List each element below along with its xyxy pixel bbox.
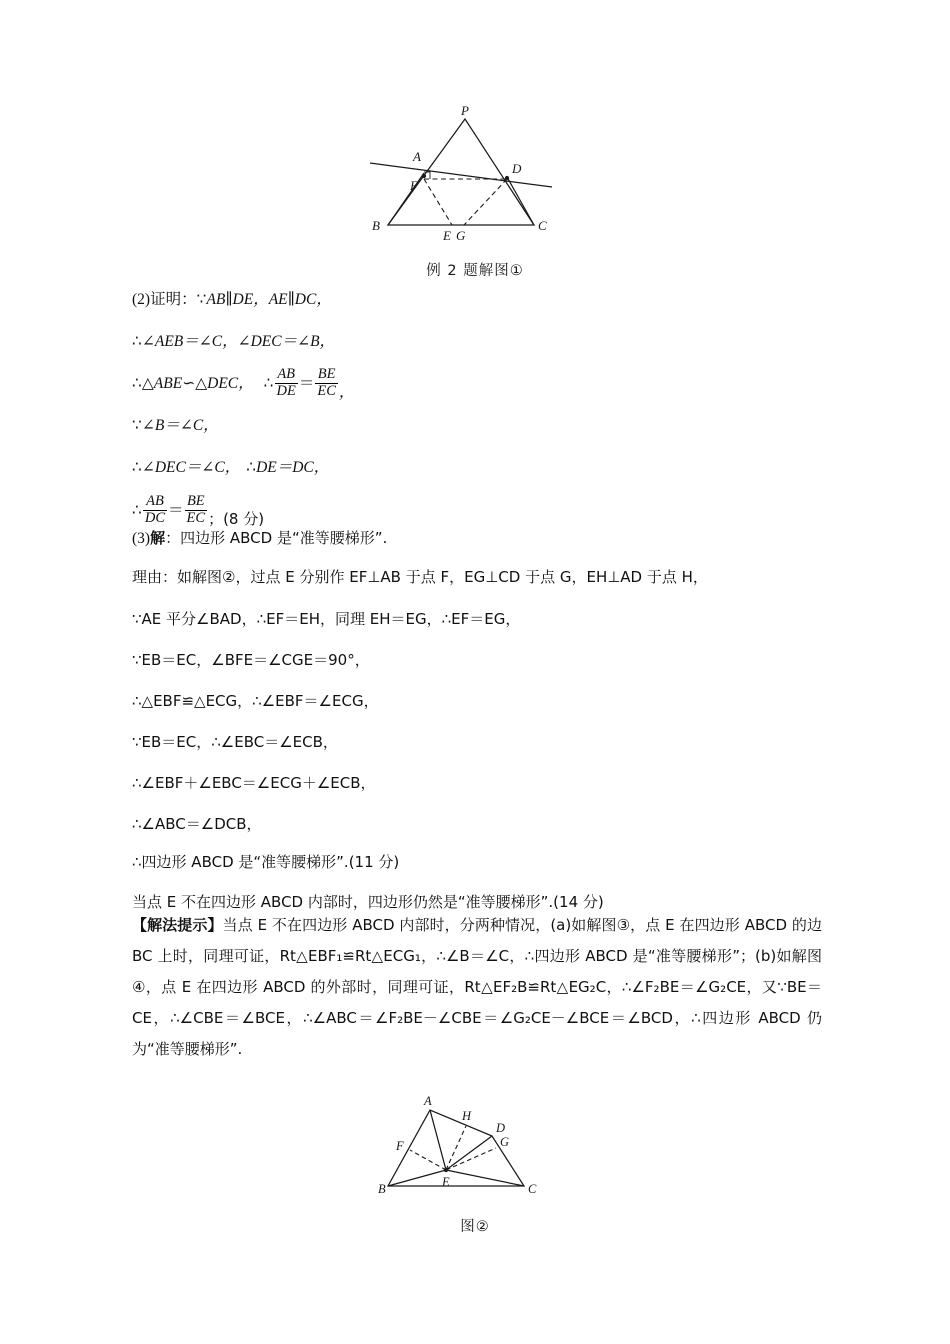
fraction-numerator: AB xyxy=(146,493,164,509)
proof-line-3-tail: ， xyxy=(338,383,355,401)
dashed-ef xyxy=(410,1150,446,1170)
dashed-eh xyxy=(446,1126,466,1170)
fraction-be-ec-2 xyxy=(185,494,208,526)
label-h: H xyxy=(462,1109,472,1123)
dashed-dg xyxy=(464,179,507,225)
hint-text: 当点 E 不在四边形 ABCD 内部时，分两种情况，(a)如解图③，点 E 在四边形 ABCD 的边 BC 上时，同理可证，Rt△EBF₁≌Rt△ECG₁，∴∠B＝∠C，∴四边形 ABCD 是“准等腰梯形”；(b)如解图④，点 E 在四边形 ABCD 的外部时，同理可证，Rt△EF₂B≌Rt△EG₂C，∴∠F₂BE＝∠G₂CE，又∵BE＝CE，∴∠CBE＝∠BCE，∴∠ABC＝∠F₂BE－∠CBE＝∠G₂CE－∠BCE＝∠BCD，∴四边形 ABCD 仍为“准等腰梯形”. xyxy=(132,916,822,1058)
segment-ab xyxy=(388,173,424,225)
proof-line-6-tail: ；(8 分) xyxy=(208,510,265,529)
therefore-symbol-5b: ∴ xyxy=(246,458,257,476)
proof-line-6 xyxy=(132,495,264,527)
label-b: B xyxy=(372,218,380,233)
dashed-fe xyxy=(424,179,452,225)
figure-1-caption: 例 2 题解图① xyxy=(426,263,524,279)
segment-be xyxy=(388,1170,446,1186)
therefore-symbol-6: ∴ xyxy=(132,501,142,520)
part3-line-1-rest: ：四边形 ABCD 是“准等腰梯形”. xyxy=(165,529,388,547)
part3-line-4: ∵EB＝EC，∠BFE＝∠CGE＝90°， xyxy=(132,651,370,669)
fraction-ab-de xyxy=(275,367,298,399)
proof-line-1-prefix: (2)证明： xyxy=(132,291,197,308)
proof-line-1 xyxy=(132,292,332,308)
segment-ae xyxy=(430,1110,446,1170)
fraction-be-ec xyxy=(315,367,338,399)
figure-2-block xyxy=(0,1092,950,1236)
label-g: G xyxy=(456,228,466,243)
figure-2-caption: 图② xyxy=(460,1219,490,1235)
part3-line-1 xyxy=(132,531,387,547)
segment-ec xyxy=(446,1170,524,1186)
figure-2-diagram xyxy=(370,1092,580,1202)
label-d: D xyxy=(496,1121,506,1135)
hint-label: 【解法提示】 xyxy=(132,916,223,934)
hint-paragraph xyxy=(132,910,822,1065)
label-c: C xyxy=(538,218,547,233)
fraction-numerator: AB xyxy=(277,366,296,382)
label-d: D xyxy=(512,161,522,176)
label-e: E xyxy=(443,228,451,243)
proof-line-5-body: ∠DEC＝∠C， xyxy=(141,459,241,476)
label-g: G xyxy=(500,1135,510,1149)
proof-line-4 xyxy=(132,418,219,434)
proof-line-5 xyxy=(132,460,329,476)
proof-line-2 xyxy=(132,334,335,350)
part3-line-2: 理由：如解图②，过点 E 分别作 EF⊥AB 于点 F，EG⊥CD 于点 G，EH⊥AD 于点 H， xyxy=(132,568,708,586)
equals-symbol-3: ＝ xyxy=(298,374,315,393)
part3-line-7: ∴∠EBF＋∠EBC＝∠ECG＋∠ECB， xyxy=(132,774,376,792)
label-c: C xyxy=(528,1182,537,1196)
vertex-dot-f xyxy=(422,174,426,178)
therefore-symbol-3b: ∴ xyxy=(263,374,274,393)
fraction-ab-dc xyxy=(143,494,167,526)
proof-line-4-body: ∠B＝∠C， xyxy=(141,417,219,434)
part3-line-5: ∴△EBF≌△ECG，∴∠EBF＝∠ECG， xyxy=(132,692,379,710)
similar-left: △ABE xyxy=(141,375,183,393)
part3-line-8: ∴∠ABC＝∠DCB， xyxy=(132,815,262,833)
part3-line-3: ∵AE 平分∠BAD，∴EF＝EH，同理 EH＝EG，∴EF＝EG， xyxy=(132,610,521,628)
label-f: F xyxy=(396,1139,404,1153)
proof-line-3 xyxy=(132,368,354,400)
label-p: P xyxy=(461,103,469,118)
similar-symbol: ∽ xyxy=(182,374,196,393)
transversal-line xyxy=(370,163,552,187)
label-e: E xyxy=(442,1175,450,1189)
fraction-denominator: DC xyxy=(144,509,166,526)
part3-jie-label: 解 xyxy=(150,529,166,547)
part3-line-6: ∵EB＝EC，∴∠EBC＝∠ECB， xyxy=(132,733,338,751)
part3-line-10: 当点 E 不在四边形 ABCD 内部时，四边形仍然是“准等腰梯形”.(14 分) xyxy=(132,893,604,911)
vertex-dot-d xyxy=(505,176,509,180)
vertex-dot-e xyxy=(444,1168,448,1172)
label-a: A xyxy=(424,1094,432,1108)
similar-right: △DEC， xyxy=(195,375,254,393)
part3-line-9: ∴四边形 ABCD 是“准等腰梯形”.(11 分) xyxy=(132,853,400,871)
fraction-denominator: EC xyxy=(317,382,336,399)
label-f: F xyxy=(410,178,418,193)
figure-1-block xyxy=(0,105,950,280)
therefore-symbol-5: ∴ xyxy=(132,458,142,476)
proof-line-2-body: ∠AEB＝∠C，∠DEC＝∠B， xyxy=(141,333,336,350)
label-a: A xyxy=(413,149,421,164)
proof-line-5-body2: DE＝DC， xyxy=(256,459,330,476)
proof-line-1-body: AB∥DE，AE∥DC， xyxy=(206,291,332,308)
because-symbol-1: ∵ xyxy=(196,290,207,308)
equals-symbol-6: ＝ xyxy=(168,501,184,520)
fraction-numerator: BE xyxy=(186,493,205,509)
fraction-numerator: BE xyxy=(317,366,336,382)
fraction-denominator: EC xyxy=(186,509,206,526)
label-b: B xyxy=(378,1182,386,1196)
therefore-symbol-3: ∴ xyxy=(132,374,142,393)
fraction-denominator: DE xyxy=(276,382,296,399)
therefore-symbol-2: ∴ xyxy=(132,332,142,350)
figure-1-diagram xyxy=(360,103,590,243)
part3-prefix: (3) xyxy=(132,530,151,547)
because-symbol-4: ∵ xyxy=(132,416,142,434)
